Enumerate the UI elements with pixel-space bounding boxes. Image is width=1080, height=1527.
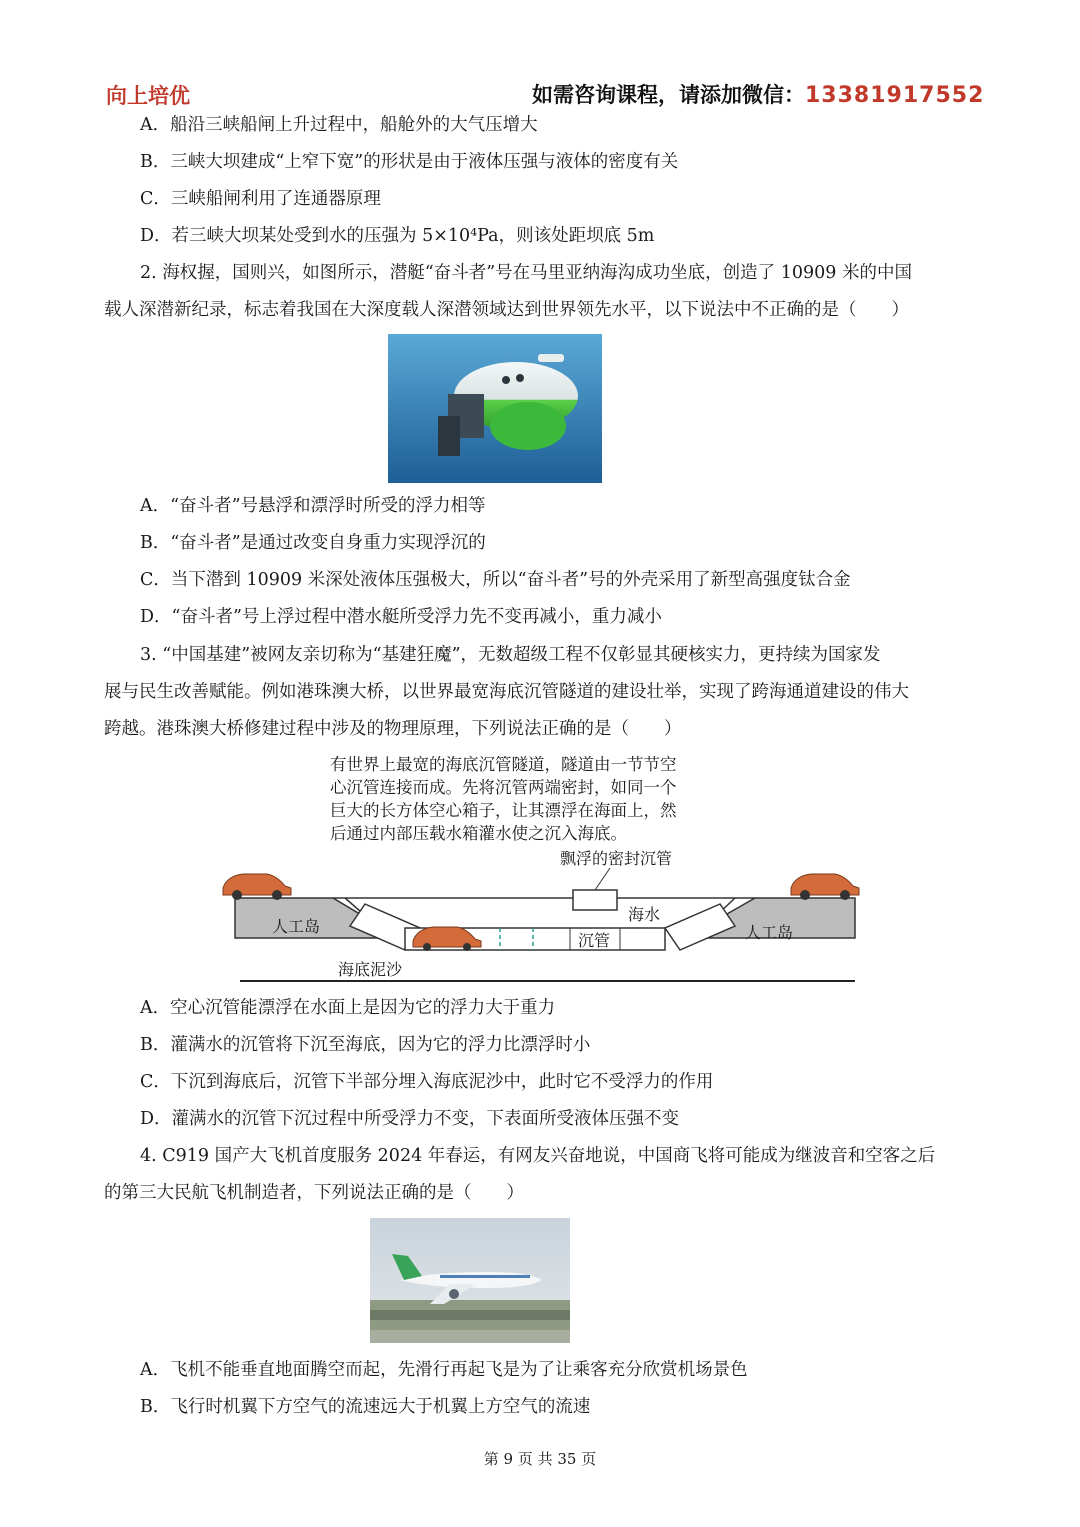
q2-stem-line1: 2. 海权握，国则兴，如图所示，潜艇“奋斗者”号在马里亚纳海沟成功坐底，创造了 10909 米的中国 — [140, 263, 912, 283]
airplane-photo — [370, 1218, 570, 1343]
page-number: 第 9 页 共 35 页 — [483, 1450, 597, 1468]
label-seabed: 海底泥沙 — [338, 960, 403, 979]
label-island-right: 人工岛 — [745, 923, 794, 942]
diagram-note-line1: 有世界上最宽的海底沉管隧道，隧道由一节节空 — [330, 755, 677, 774]
q4-option-a: A．飞机不能垂直地面腾空而起，先滑行再起飞是为了让乘客充分欣赏机场景色 — [140, 1360, 748, 1380]
q2-stem-line2: 载人深潜新纪录，标志着我国在大深度载人深潜领域达到世界领先水平，以下说法中不正确的是（ ） — [104, 300, 909, 320]
submersible-photo — [388, 334, 602, 483]
q4-stem-line1: 4. C919 国产大飞机首度服务 2024 年春运，有网友兴奋地说，中国商飞将可能成为继波音和空客之后 — [140, 1146, 936, 1166]
q3-stem-line3: 跨越。港珠澳大桥修建过程中涉及的物理原理，下列说法正确的是（ ） — [104, 719, 682, 739]
diagram-note-line4: 后通过内部压载水箱灌水使之沉入海底。 — [330, 824, 627, 843]
q2-option-d: D．“奋斗者”号上浮过程中潜水艇所受浮力先不变再减小，重力减小 — [140, 607, 662, 627]
q2-option-c: C．当下潜到 10909 米深处液体压强极大，所以“奋斗者”号的外壳采用了新型高强度钛合金 — [140, 570, 851, 590]
phone-number: 13381917552 — [805, 83, 985, 108]
q4-stem-line2: 的第三大民航飞机制造者，下列说法正确的是（ ） — [104, 1183, 524, 1203]
contact-text: 如需咨询课程，请添加微信： — [532, 83, 805, 107]
q1-option-a: A．船沿三峡船闸上升过程中，船舱外的大气压增大 — [140, 115, 538, 135]
q3-option-a: A．空心沉管能漂浮在水面上是因为它的浮力大于重力 — [140, 998, 556, 1018]
diagram-note-line3: 巨大的长方体空心箱子，让其漂浮在海面上，然 — [330, 801, 677, 820]
brand-label: 向上培优 — [106, 84, 190, 108]
q3-option-d: D．灌满水的沉管下沉过程中所受浮力不变，下表面所受液体压强不变 — [140, 1109, 680, 1129]
q3-stem-line2: 展与民生改善赋能。例如港珠澳大桥，以世界最宽海底沉管隧道的建设壮举，实现了跨海通道建设的伟大 — [104, 682, 909, 702]
q1-option-c: C．三峡船闸利用了连通器原理 — [140, 189, 381, 209]
q1-option-d: D．若三峡大坝某处受到水的压强为 5×10⁴Pa，则该处距坝底 5m — [140, 226, 655, 246]
label-tube: 沉管 — [578, 931, 611, 950]
label-island-left: 人工岛 — [272, 917, 321, 936]
label-floating-tube: 飘浮的密封沉管 — [560, 849, 673, 868]
diagram-note-line2: 心沉管连接而成。先将沉管两端密封，如同一个 — [330, 778, 677, 797]
q3-option-c: C．下沉到海底后，沉管下半部分埋入海底泥沙中，此时它不受浮力的作用 — [140, 1072, 714, 1092]
q3-stem-line1: 3. “中国基建”被网友亲切称为“基建狂魔”，无数超级工程不仅彰显其硬核实力，更持续为国家发 — [140, 645, 881, 665]
contact-info — [532, 79, 984, 109]
q3-option-b: B．灌满水的沉管将下沉至海底，因为它的浮力比漂浮时小 — [140, 1035, 591, 1055]
q4-option-b: B．飞行时机翼下方空气的流速远大于机翼上方空气的流速 — [140, 1397, 591, 1417]
q2-option-a: A．“奋斗者”号悬浮和漂浮时所受的浮力相等 — [140, 496, 486, 516]
car-icon — [223, 874, 291, 900]
q2-option-b: B．“奋斗者”是通过改变自身重力实现浮沉的 — [140, 533, 486, 553]
label-seawater: 海水 — [628, 905, 661, 924]
q1-option-b: B．三峡大坝建成“上窄下宽”的形状是由于液体压强与液体的密度有关 — [140, 152, 679, 172]
